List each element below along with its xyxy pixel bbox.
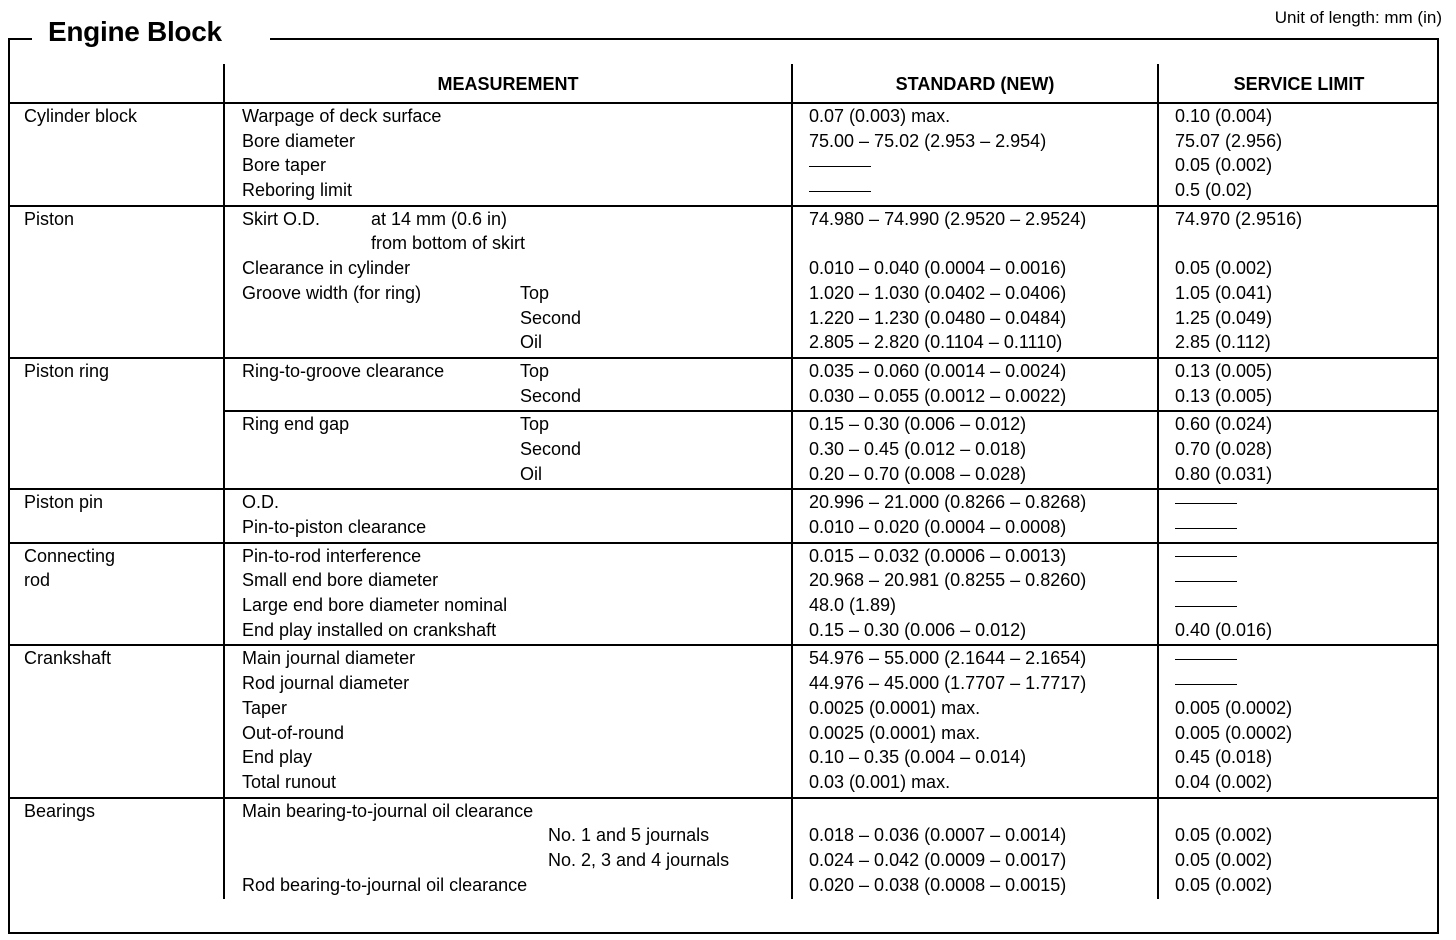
table-row bbox=[8, 543, 1439, 646]
component-cell bbox=[8, 358, 224, 489]
standard-value: 0.07 (0.003) max. bbox=[809, 106, 951, 126]
standard-value: 44.976 – 45.000 (1.7707 – 1.7717) bbox=[809, 673, 1087, 694]
not-applicable-dash bbox=[1175, 593, 1439, 618]
service-limit-value: 0.05 (0.002) bbox=[1175, 258, 1273, 279]
service-limit-value: 0.005 (0.0002) bbox=[1175, 697, 1293, 718]
service-limit-value: 0.60 (0.024) bbox=[1175, 414, 1273, 435]
dash-mark bbox=[1175, 503, 1237, 504]
sub-label: Top bbox=[520, 360, 550, 381]
measurement-line: Bore taper bbox=[242, 155, 327, 176]
frame-top-left bbox=[8, 38, 32, 40]
standard-value: 0.03 (0.001) max. bbox=[809, 771, 951, 792]
dash-mark bbox=[1175, 659, 1237, 660]
standard-value: 0.020 – 0.038 (0.0008 – 0.0015) bbox=[809, 874, 1067, 895]
measurement-line: Main journal diameter bbox=[242, 648, 416, 669]
dash-mark bbox=[809, 191, 871, 192]
measurement-detail: from bottom of skirt bbox=[371, 233, 526, 254]
standard-cell bbox=[792, 206, 1158, 358]
measurement-cell bbox=[224, 103, 792, 206]
component-label: Connecting bbox=[24, 545, 116, 566]
frame-top-right bbox=[270, 38, 1439, 40]
service-limit-value: 0.04 (0.002) bbox=[1175, 771, 1273, 792]
service-limit-value: 74.970 (2.9516) bbox=[1175, 208, 1303, 229]
standard-value: 1.220 – 1.230 (0.0480 – 0.0484) bbox=[809, 307, 1067, 328]
dash-mark bbox=[1175, 528, 1237, 529]
standard-value: 0.0025 (0.0001) max. bbox=[809, 722, 981, 743]
measurement-line: End play installed on crankshaft bbox=[242, 619, 497, 640]
sub-label: Second bbox=[520, 438, 582, 459]
sub-label: Top bbox=[520, 282, 550, 303]
service-limit-cell bbox=[1158, 798, 1439, 900]
measurement-cell bbox=[224, 489, 792, 542]
table-row bbox=[8, 645, 1439, 797]
service-limit-value: 0.5 (0.02) bbox=[1175, 180, 1253, 201]
service-limit-value: 0.005 (0.0002) bbox=[1175, 722, 1293, 743]
measurement-line: Ring end gap bbox=[242, 414, 350, 435]
standard-value: 0.015 – 0.032 (0.0006 – 0.0013) bbox=[809, 545, 1067, 566]
measurement-cell bbox=[224, 358, 792, 411]
sub-label: Second bbox=[520, 307, 582, 328]
standard-value: 54.976 – 55.000 (2.1644 – 2.1654) bbox=[809, 648, 1087, 669]
measurement-line: Bore diameter bbox=[242, 130, 356, 151]
dash-mark bbox=[1175, 556, 1237, 557]
service-limit-value: 0.05 (0.002) bbox=[1175, 849, 1273, 870]
dash-mark bbox=[1175, 684, 1237, 685]
service-limit-cell bbox=[1158, 358, 1439, 411]
table-row bbox=[8, 489, 1439, 542]
standard-value: 75.00 – 75.02 (2.953 – 2.954) bbox=[809, 130, 1047, 151]
standard-value: 74.980 – 74.990 (2.9520 – 2.9524) bbox=[809, 208, 1087, 229]
dash-mark bbox=[1175, 581, 1237, 582]
measurement-line: Skirt O.D. bbox=[242, 208, 321, 229]
service-limit-value: 1.25 (0.049) bbox=[1175, 307, 1273, 328]
measurement-cell bbox=[224, 645, 792, 797]
not-applicable-dash bbox=[1175, 490, 1439, 515]
service-limit-value: 2.85 (0.112) bbox=[1175, 332, 1271, 353]
measurement-line: Large end bore diameter nominal bbox=[242, 595, 508, 616]
standard-value: 2.805 – 2.820 (0.1104 – 0.1110) bbox=[809, 332, 1063, 353]
measurement-cell bbox=[224, 543, 792, 646]
header-component bbox=[8, 64, 224, 103]
service-limit-cell bbox=[1158, 489, 1439, 542]
standard-value: 20.968 – 20.981 (0.8255 – 0.8260) bbox=[809, 570, 1087, 591]
standard-value: 0.018 – 0.036 (0.0007 – 0.0014) bbox=[809, 825, 1067, 846]
measurement-line: Rod journal diameter bbox=[242, 673, 410, 694]
not-applicable-dash bbox=[1175, 515, 1439, 540]
header-measurement: MEASUREMENT bbox=[224, 64, 792, 103]
standard-value: 0.035 – 0.060 (0.0014 – 0.0024) bbox=[809, 360, 1067, 381]
standard-value: 0.20 – 0.70 (0.008 – 0.028) bbox=[809, 463, 1027, 484]
standard-value: 0.15 – 0.30 (0.006 – 0.012) bbox=[809, 619, 1027, 640]
service-limit-value: 0.05 (0.002) bbox=[1175, 874, 1273, 895]
sub-label: Oil bbox=[520, 463, 542, 484]
component-label: Bearings bbox=[24, 800, 96, 821]
standard-cell bbox=[792, 489, 1158, 542]
measurement-line: Taper bbox=[242, 697, 288, 718]
sub-label: Second bbox=[520, 385, 582, 406]
service-limit-value: 0.13 (0.005) bbox=[1175, 360, 1273, 381]
standard-cell bbox=[792, 543, 1158, 646]
sub-label: No. 1 and 5 journals bbox=[548, 825, 710, 846]
component-label: Piston pin bbox=[24, 492, 104, 513]
service-limit-cell bbox=[1158, 206, 1439, 358]
measurement-line: Total runout bbox=[242, 771, 337, 792]
service-limit-value: 0.45 (0.018) bbox=[1175, 747, 1273, 768]
standard-value: 0.15 – 0.30 (0.006 – 0.012) bbox=[809, 414, 1027, 435]
measurement-line: Rod bearing-to-journal oil clearance bbox=[242, 874, 528, 895]
service-limit-cell bbox=[1158, 543, 1439, 646]
component-label: Piston ring bbox=[24, 360, 110, 381]
measurement-line: Groove width (for ring) bbox=[242, 282, 422, 303]
service-limit-cell bbox=[1158, 411, 1439, 489]
table-row bbox=[8, 206, 1439, 358]
component-cell bbox=[8, 103, 224, 206]
header-standard: STANDARD (NEW) bbox=[792, 64, 1158, 103]
service-limit-value: 0.80 (0.031) bbox=[1175, 463, 1273, 484]
spec-table bbox=[8, 64, 1439, 899]
sub-label: Top bbox=[520, 414, 550, 435]
service-limit-value: 75.07 (2.956) bbox=[1175, 130, 1283, 151]
component-label: Piston bbox=[24, 208, 75, 229]
service-limit-value: 0.05 (0.002) bbox=[1175, 155, 1273, 176]
component-cell bbox=[8, 645, 224, 797]
measurement-line: Pin-to-piston clearance bbox=[242, 517, 427, 537]
unit-note: Unit of length: mm (in) bbox=[1274, 8, 1442, 27]
measurement-line: Warpage of deck surface bbox=[242, 106, 442, 126]
service-limit-value: 0.70 (0.028) bbox=[1175, 438, 1273, 459]
standard-cell bbox=[792, 358, 1158, 411]
service-limit-cell bbox=[1158, 645, 1439, 797]
sub-label: Oil bbox=[520, 332, 542, 353]
header-service-limit: SERVICE LIMIT bbox=[1158, 64, 1439, 103]
measurement-line: O.D. bbox=[242, 492, 280, 513]
table-row bbox=[8, 798, 1439, 900]
header-row bbox=[8, 64, 1439, 103]
standard-value: 0.10 – 0.35 (0.004 – 0.014) bbox=[809, 747, 1027, 768]
standard-value: 0.30 – 0.45 (0.012 – 0.018) bbox=[809, 438, 1027, 459]
measurement-line: Small end bore diameter bbox=[242, 570, 439, 591]
standard-value: 20.996 – 21.000 (0.8266 – 0.8268) bbox=[809, 492, 1087, 513]
component-label: rod bbox=[24, 570, 51, 591]
table-row bbox=[8, 103, 1439, 206]
measurement-line: Reboring limit bbox=[242, 180, 353, 201]
standard-value: 1.020 – 1.030 (0.0402 – 0.0406) bbox=[809, 282, 1067, 303]
component-cell bbox=[8, 543, 224, 646]
measurement-line: End play bbox=[242, 747, 313, 768]
measurement-cell bbox=[224, 206, 792, 358]
not-applicable-dash bbox=[1175, 568, 1439, 593]
service-limit-value: 0.13 (0.005) bbox=[1175, 385, 1273, 406]
table-row bbox=[8, 358, 1439, 411]
component-cell bbox=[8, 206, 224, 358]
component-label: Crankshaft bbox=[24, 648, 112, 669]
measurement-cell bbox=[224, 411, 792, 489]
measurement-line: Main bearing-to-journal oil clearance bbox=[242, 800, 534, 821]
standard-value: 0.030 – 0.055 (0.0012 – 0.0022) bbox=[809, 385, 1067, 406]
not-applicable-dash bbox=[1175, 646, 1439, 671]
service-limit-value: 1.05 (0.041) bbox=[1175, 282, 1273, 303]
standard-value: 0.010 – 0.040 (0.0004 – 0.0016) bbox=[809, 258, 1067, 279]
service-limit-value: 0.10 (0.004) bbox=[1175, 106, 1273, 126]
service-limit-value: 0.40 (0.016) bbox=[1175, 619, 1273, 640]
component-cell bbox=[8, 798, 224, 900]
not-applicable-dash bbox=[1175, 671, 1439, 696]
component-label: Cylinder block bbox=[24, 106, 138, 126]
standard-cell bbox=[792, 645, 1158, 797]
standard-value: 0.0025 (0.0001) max. bbox=[809, 697, 981, 718]
standard-value: 48.0 (1.89) bbox=[809, 595, 897, 616]
standard-cell bbox=[792, 411, 1158, 489]
page-title: Engine Block bbox=[48, 16, 222, 47]
measurement-cell bbox=[224, 798, 792, 900]
standard-cell bbox=[792, 103, 1158, 206]
sub-label: No. 2, 3 and 4 journals bbox=[548, 849, 730, 870]
measurement-line: Pin-to-rod interference bbox=[242, 545, 422, 566]
measurement-line: Clearance in cylinder bbox=[242, 258, 411, 279]
not-applicable-dash bbox=[1175, 544, 1439, 569]
standard-value: 0.024 – 0.042 (0.0009 – 0.0017) bbox=[809, 849, 1067, 870]
component-cell bbox=[8, 489, 224, 542]
measurement-detail: at 14 mm (0.6 in) bbox=[371, 208, 508, 229]
service-limit-cell bbox=[1158, 103, 1439, 206]
measurement-line: Ring-to-groove clearance bbox=[242, 360, 445, 381]
measurement-line: Out-of-round bbox=[242, 722, 345, 743]
dash-mark bbox=[809, 166, 871, 167]
not-applicable-dash bbox=[809, 178, 1157, 203]
dash-mark bbox=[1175, 606, 1237, 607]
service-limit-value: 0.05 (0.002) bbox=[1175, 825, 1273, 846]
standard-cell bbox=[792, 798, 1158, 900]
not-applicable-dash bbox=[809, 153, 1157, 178]
frame-bottom bbox=[8, 932, 1439, 934]
standard-value: 0.010 – 0.020 (0.0004 – 0.0008) bbox=[809, 517, 1067, 537]
